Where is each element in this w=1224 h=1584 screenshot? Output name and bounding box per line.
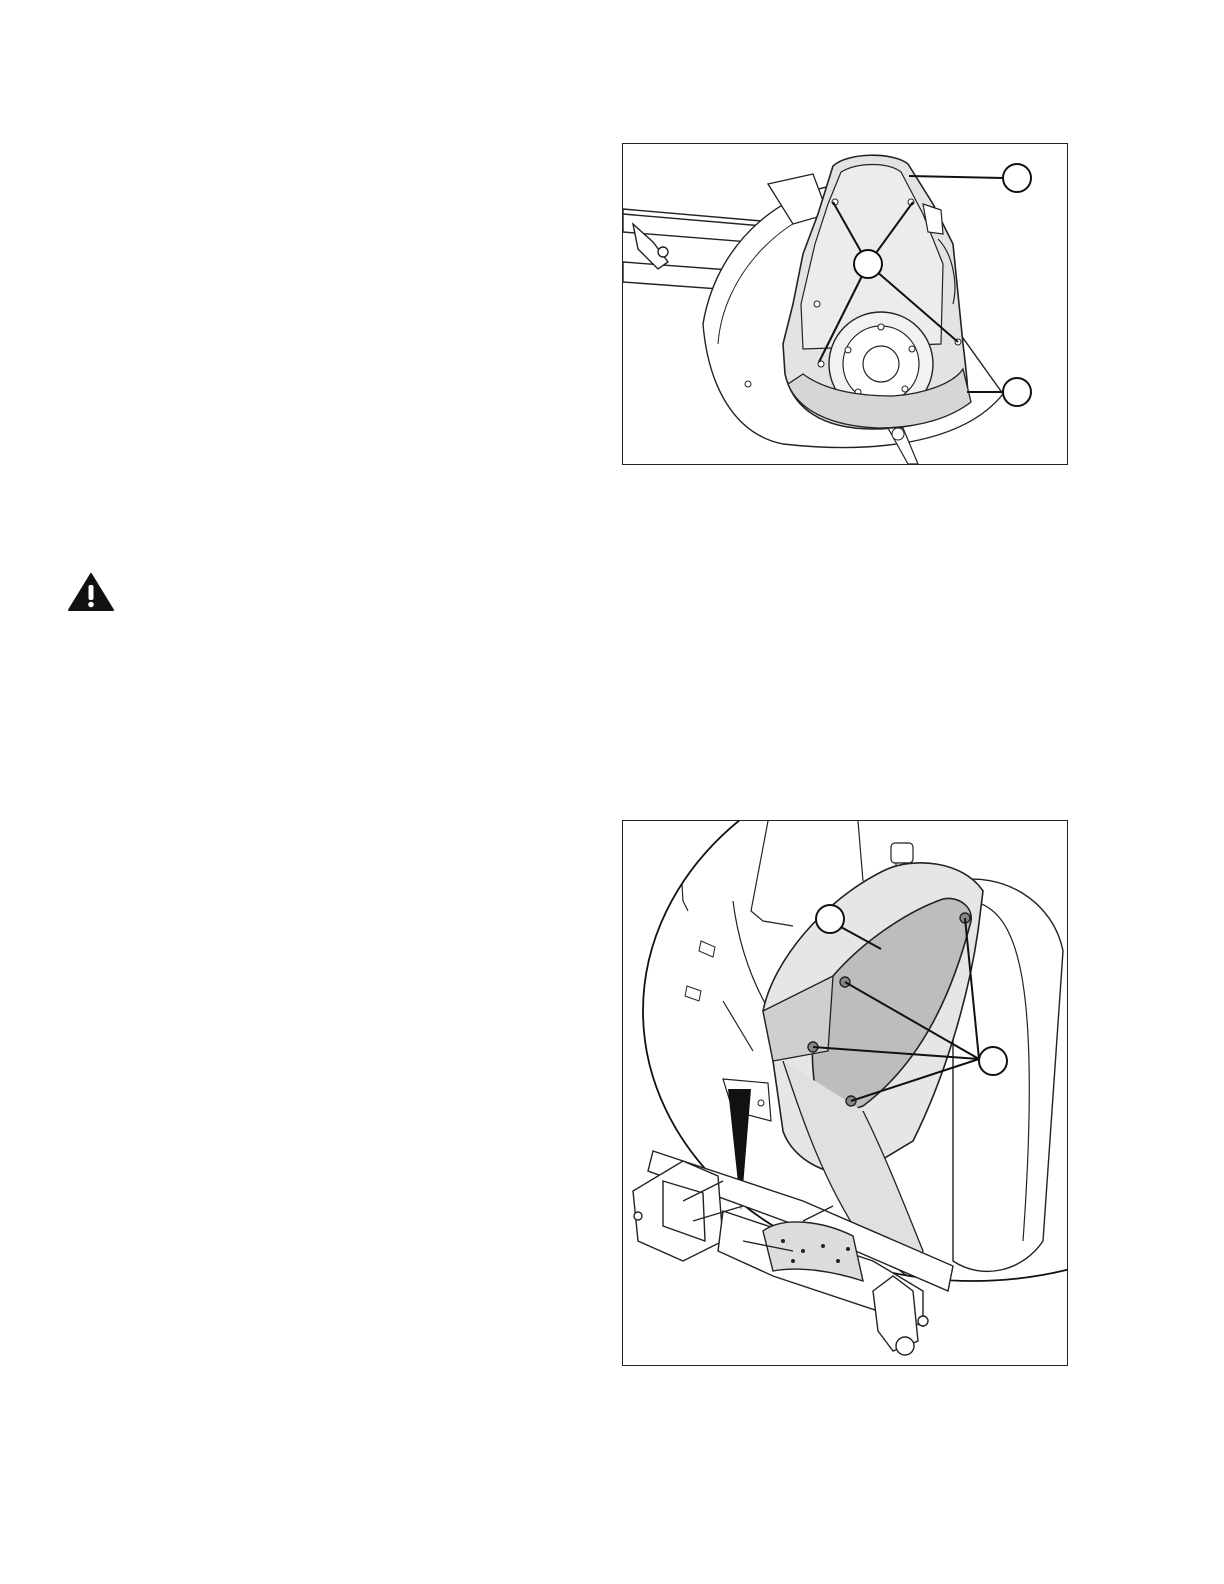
- figure-drive-cover: [622, 143, 1068, 465]
- callout-1: [816, 905, 844, 933]
- shield-detail-illustration: [623, 821, 1068, 1366]
- drive-cover-illustration: [623, 144, 1068, 465]
- callout-2: [854, 250, 882, 278]
- figure-shield-detail: [622, 820, 1068, 1366]
- callout-1: [1003, 164, 1031, 192]
- callout-2: [979, 1047, 1007, 1075]
- callout-3: [1003, 378, 1031, 406]
- warning-triangle-icon: [68, 572, 114, 612]
